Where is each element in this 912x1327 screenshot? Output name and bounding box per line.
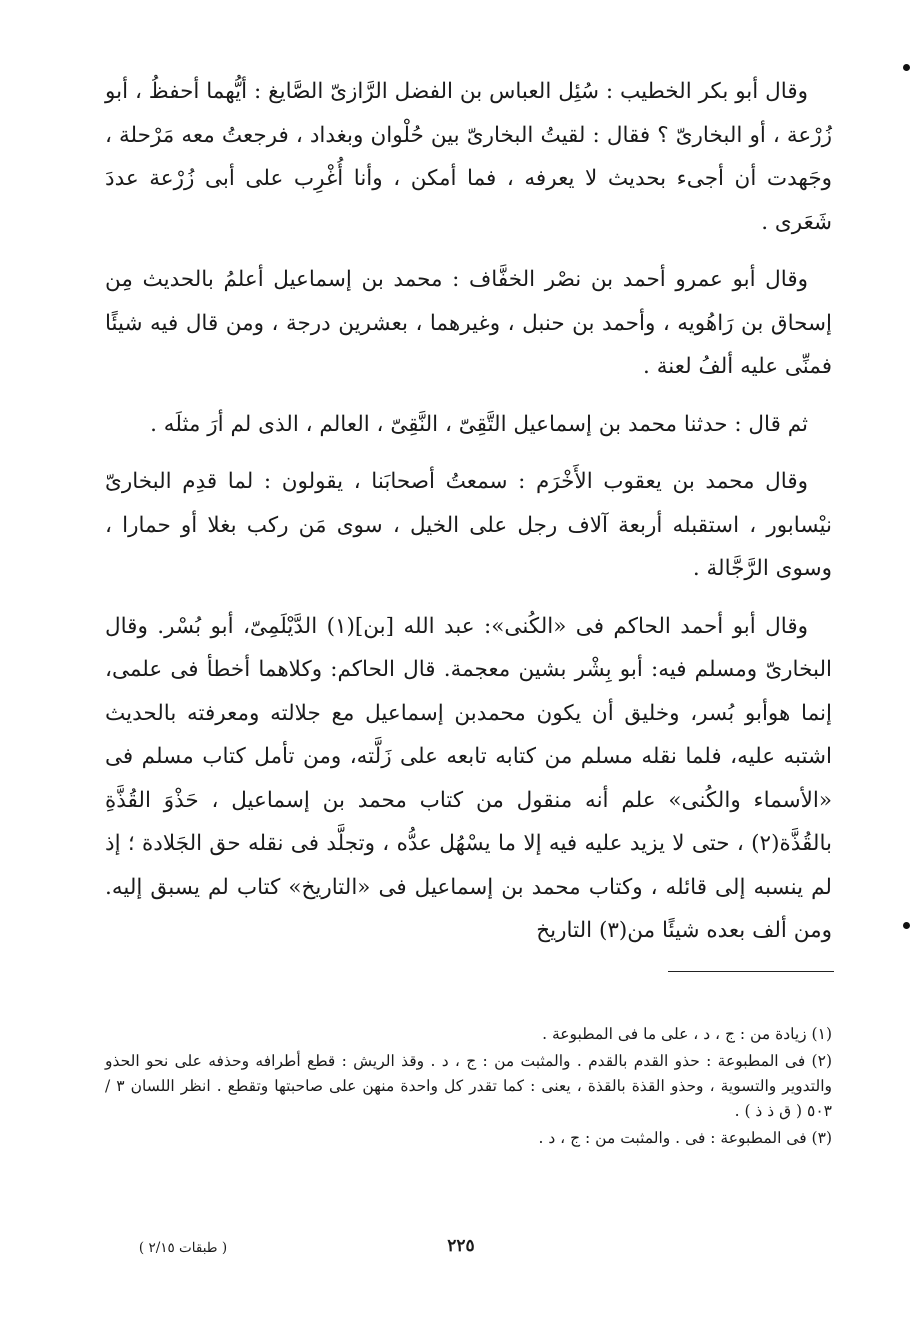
paragraph-1: وقال أبو بكر الخطيب : سُئِل العباس بن الفضل الرَّازىّ الصَّايغ : أيُّهما أحفظُ ، أبو زُرْعة ، أو البخارىّ ؟ فقال : لقيتُ البخارىّ بين حُلْوان وبغداد ، فرجعتُ معه مَرْحلة ، وجَهدت أن أجىء بحديث لا يعرفه ، فما أمكن ، وأنا أُغْرِب على أبى زُرْعة عددَ شَعَرى . (105, 79, 832, 235)
paragraph-3: ثم قال : حدثنا محمد بن إسماعيل التَّقِىّ ، النَّقِىّ ، العالم ، الذى لم أرَ مثلَه . (150, 411, 808, 437)
paragraph-4: وقال محمد بن يعقوب الأَخْرَم : سمعتُ أصحابَنا ، يقولون : لما قدِم البخارىّ نيْسابور ، استقبله أربعة آلاف رجل على الخيل ، سوى مَن ركب بغلا أو حمارا ، وسوى الرَّجَّالة . (105, 469, 832, 581)
paragraph-2: وقال أبو عمرو أحمد بن نصْر الخفَّاف : محمد بن إسماعيل أعلمُ بالحديث مِن إسحاق بن رَاهُويه ، وأحمد بن حنبل ، وغيرهما ، بعشرين درجة ، ومن قال فيه شيئًا فمنِّى عليه ألفُ لعنة . (105, 267, 832, 379)
page-number: ٢٢٥ (447, 1236, 475, 1256)
paragraph-5: وقال أبو أحمد الحاكم فى «الكُنى»: عبد الله [بن](١) الدَّيْلَمِىّ، أبو بُسْر. وقال البخارىّ ومسلم فيه: أبو بِشْر بشين معجمة. قال الحاكم: وكلاهما أخطأ فى علمى، إنما هوأبو بُسر، وخليق أن يكون محمدبن إسماعيل مع جلالته ومعرفته بالحديث اشتبه عليه، فلما نقله مسلم من كتابه تابعه على زَلَّته، ومن تأمل كتاب مسلم فى «الأسماء والكُنى» علم أنه منقول من كتاب محمد بن إسماعيل ، حَذْوَ القُذَّةِ بالقُذَّة(٢) ، حتى لا يزيد عليه فيه إلا ما يسْهُل عدُّه ، وتجلَّد فى نقله حق الجَلادة ؛ إذ لم ينسبه إلى قائله ، وكتاب محمد بن إسماعيل فى «التاريخ» كتاب لم يسبق إليه. ومن ألف بعده شيئًا من(٣) التاريخ (105, 613, 832, 943)
margin-mark (903, 64, 910, 71)
main-text (105, 70, 832, 967)
footnote-3: (٣) فى المطبوعة : فى . والمثبت من : ج ، د . (538, 1129, 832, 1147)
footnotes (105, 1022, 832, 1153)
footnote-2: (٢) فى المطبوعة : حذو القدم بالقدم . والمثبت من : ج ، د . وقذ الريش : قطع أطرافه وحذفه على نحو الحذو والتدوير والتسوية ، وحذو القذة بالقذة ، يعنى : كما تقدر كل واحدة منهن على صاحبتها وتقطع . انظر اللسان ٣ / ٥٠٣ ( ق ذ ذ ) . (105, 1052, 832, 1120)
print-signature: ( طبقات ٢/١٥ ) (138, 1240, 228, 1256)
footnote-1: (١) زيادة من : ج ، د ، على ما فى المطبوعة . (542, 1025, 832, 1043)
margin-mark (903, 922, 910, 929)
footnote-divider (668, 971, 834, 972)
